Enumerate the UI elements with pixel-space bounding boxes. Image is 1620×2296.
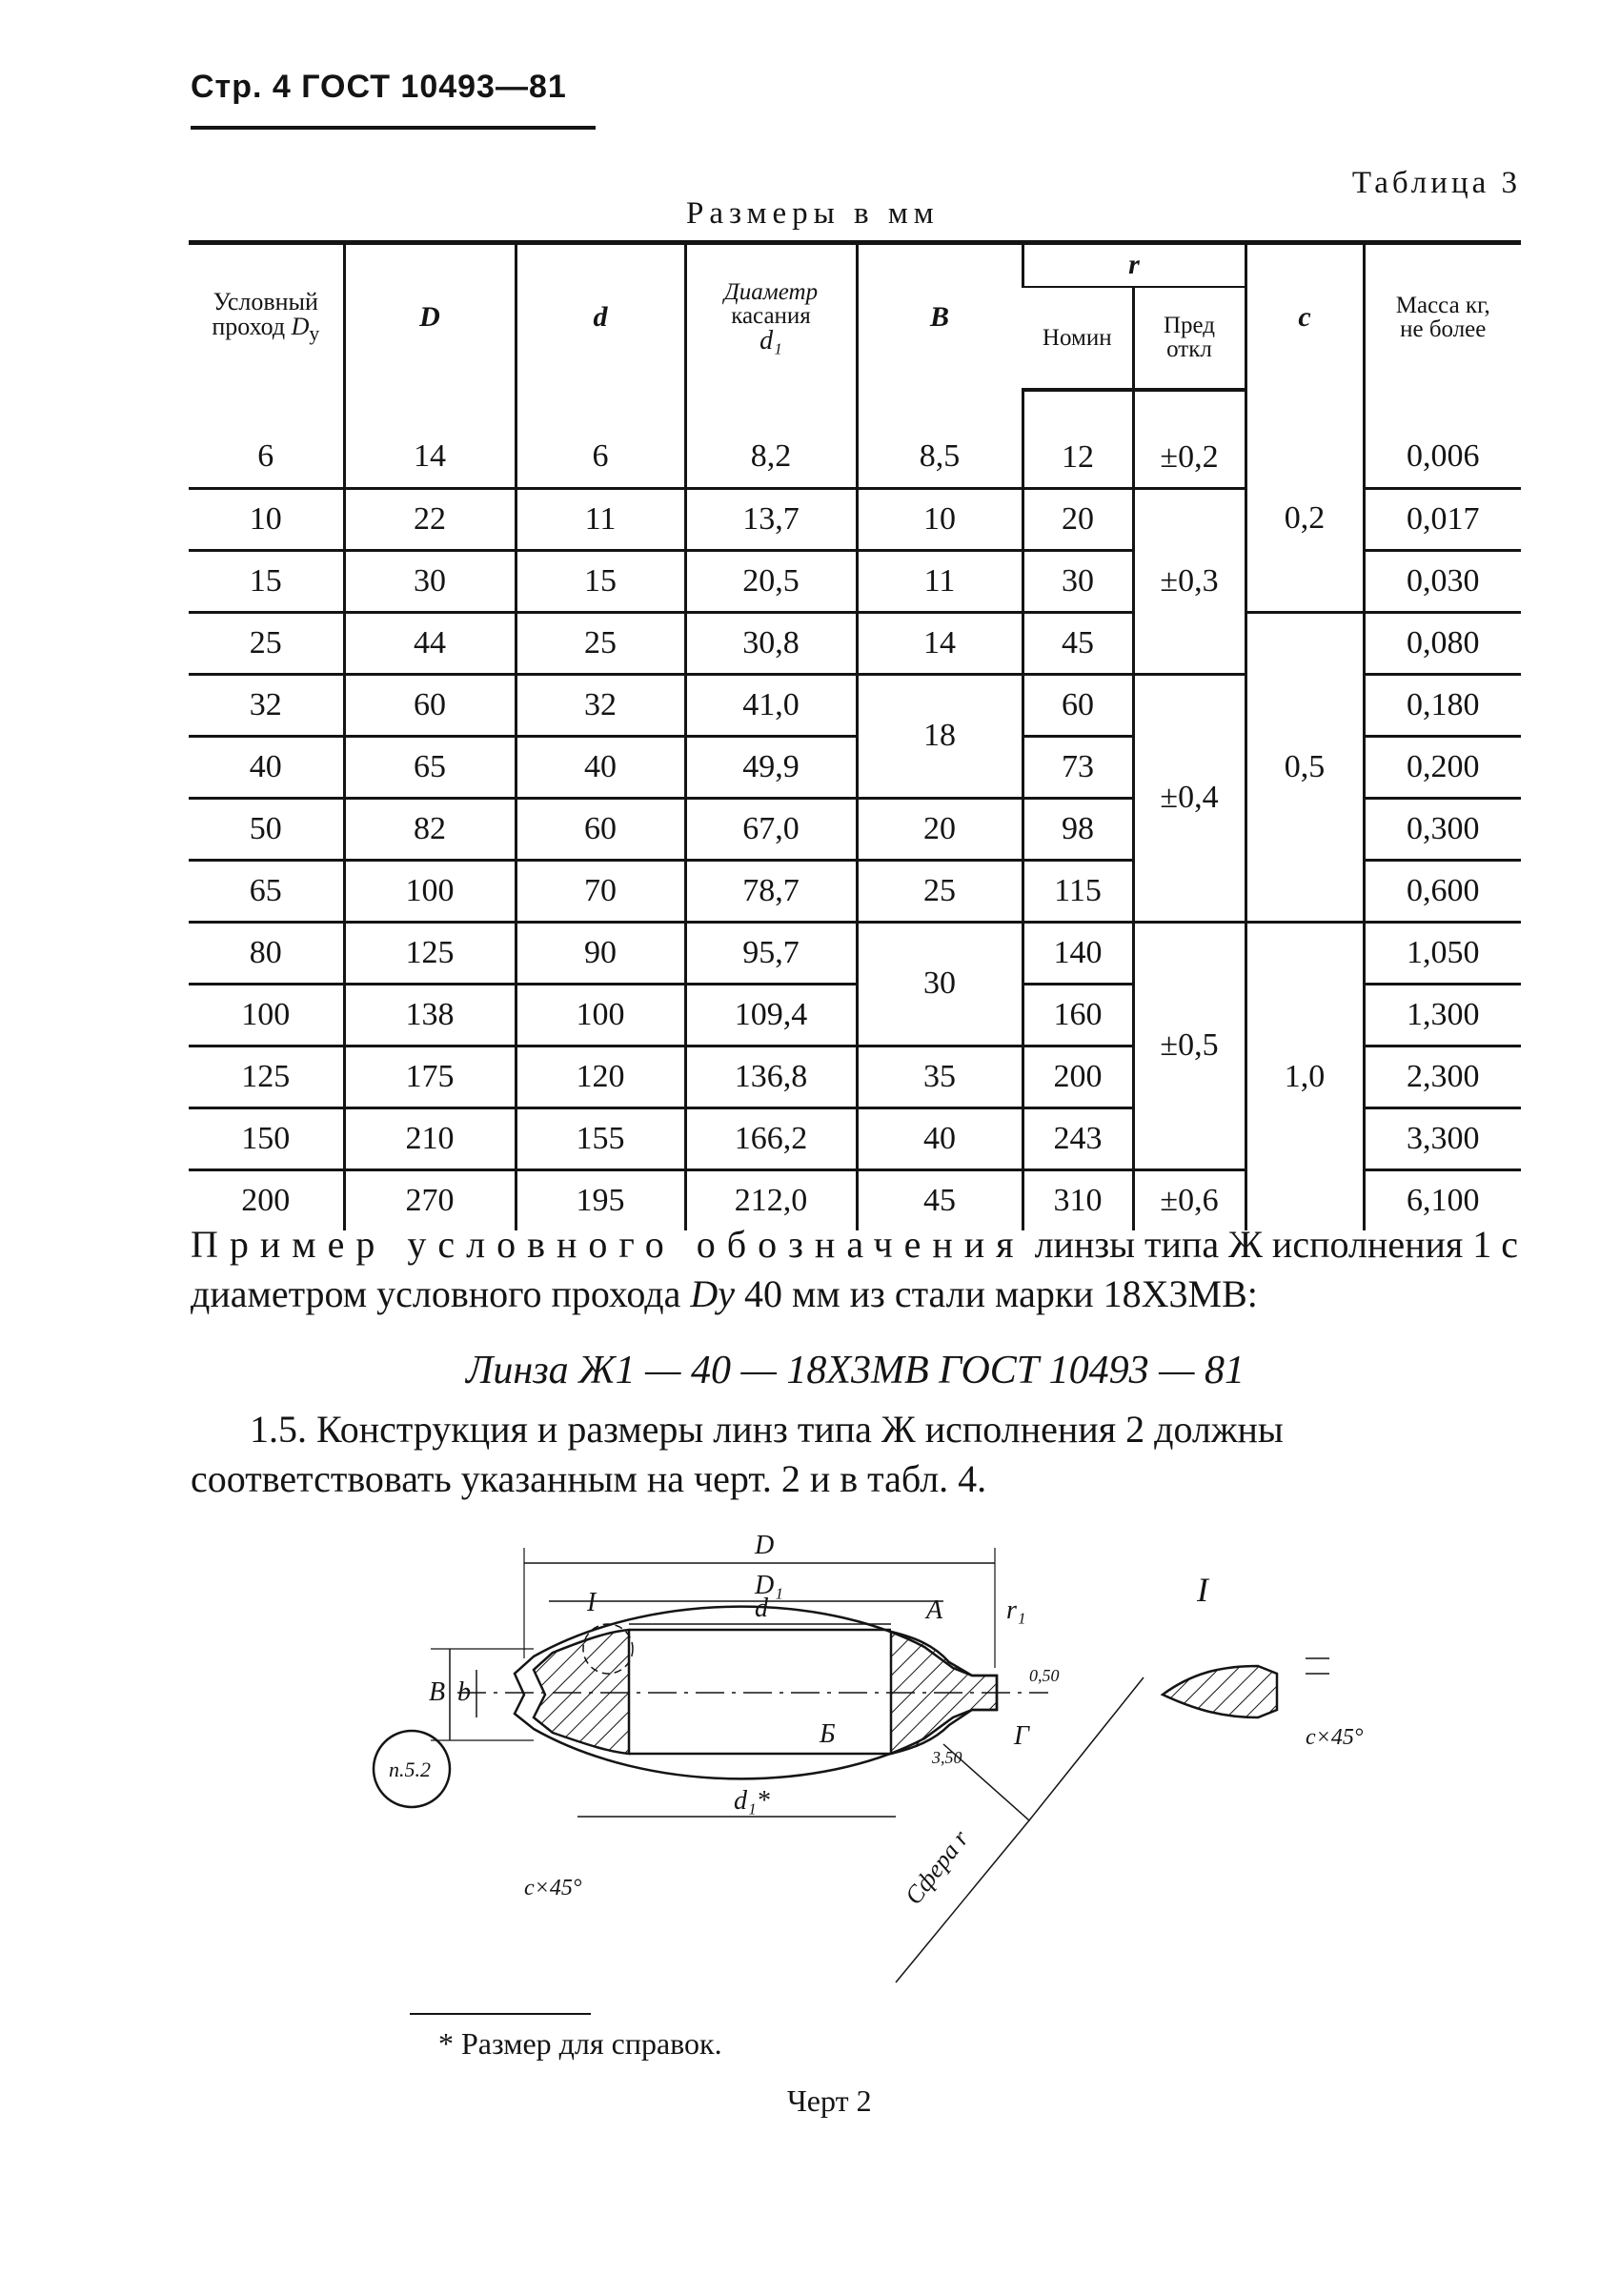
- example-lead: Пример условного обозначения: [191, 1223, 1025, 1266]
- label-ref-note: п.5.2: [389, 1758, 431, 1781]
- table-number: Таблица 3: [1351, 166, 1521, 200]
- table-row: 80 125 90 95,7 30 140 ±0,5 1,0 1,050: [189, 922, 1521, 984]
- header-r-nom: Номин: [1023, 287, 1133, 390]
- label-sphere: Сфера r: [899, 1824, 975, 1910]
- example-paragraph: [191, 1220, 1520, 1319]
- page-header: Стр. 4 ГОСТ 10493—81: [191, 69, 567, 105]
- label-B: B: [429, 1677, 446, 1707]
- deviation-cell: ±0,2: [1133, 390, 1245, 489]
- table-row: 50 82 60 67,0 20 98 0,300: [189, 798, 1521, 860]
- label-D: D: [755, 1531, 775, 1560]
- label-r1: r₁: [1006, 1595, 1026, 1625]
- label-detail-I: I: [1197, 1571, 1208, 1609]
- label-D1: D₁: [755, 1571, 783, 1600]
- footnote-rule: [410, 2013, 591, 2015]
- header-mass: Масса кг, не более: [1364, 243, 1521, 390]
- header-D: D: [344, 243, 516, 390]
- example-symbol: Dy: [690, 1272, 735, 1315]
- label-A: A: [926, 1595, 943, 1625]
- table-row: 100 138 100 109,4 160 1,300: [189, 984, 1521, 1046]
- figure-caption: Черт 2: [787, 2083, 872, 2118]
- lens-drawing: [362, 1506, 1544, 2001]
- example-text-1: линзы типа Ж исполнения 1 с диаметром условного прохода: [191, 1223, 1519, 1315]
- label-chamfer-detail: c×45°: [1306, 1725, 1364, 1750]
- label-G-cyr: Г: [1014, 1721, 1029, 1751]
- label-I-mark: I: [587, 1588, 597, 1617]
- table-row: 15 30 15 20,5 11 30 0,030: [189, 550, 1521, 612]
- table-row: 6 14 6 8,2 8,5 12 ±0,2 0,2 0,006: [189, 390, 1521, 489]
- footnote: * Размер для справок.: [438, 2026, 722, 2061]
- label-d: d: [755, 1594, 768, 1623]
- deviation-cell: ±0,3: [1133, 488, 1245, 674]
- table-row: 65 100 70 78,7 25 115 0,600: [189, 860, 1521, 922]
- example-designation: Линза Ж1 — 40 — 18Х3МВ ГОСТ 10493 — 81: [465, 1349, 1245, 1392]
- label-chamfer-main: c×45°: [524, 1876, 582, 1900]
- table-units: Размеры в мм: [686, 196, 940, 231]
- label-d1: d₁*: [734, 1786, 770, 1816]
- label-b: b: [457, 1677, 471, 1707]
- table-row: 150 210 155 166,2 40 243 3,300: [189, 1107, 1521, 1169]
- header-B: B: [857, 243, 1023, 390]
- table-row: 40 65 40 49,9 73 0,200: [189, 736, 1521, 798]
- example-text-2: 40 мм из стали марки 18Х3МВ:: [735, 1272, 1258, 1315]
- header-rule: [191, 126, 596, 130]
- deviation-cell: ±0,5: [1133, 922, 1245, 1169]
- detail-i-view: [1163, 1666, 1277, 1717]
- table-row: 200 270 195 212,0 45 310 ±0,6 6,100: [189, 1169, 1521, 1230]
- table-row: 32 60 32 41,0 18 60 ±0,4 0,180: [189, 674, 1521, 736]
- header-r: r: [1023, 243, 1245, 287]
- table-row: 125 175 120 136,8 35 200 2,300: [189, 1046, 1521, 1107]
- header-r-dev: Пред откл: [1133, 287, 1245, 390]
- table-row: 10 22 11 13,7 10 20 ±0,3 0,017: [189, 488, 1521, 550]
- label-rough1: 0,50: [1029, 1666, 1060, 1685]
- header-c: c: [1245, 243, 1364, 390]
- chamfer-cell: 1,0: [1245, 922, 1364, 1230]
- header-d1: Диаметр касания d₁: [685, 243, 857, 390]
- label-rough2: 3,50: [932, 1748, 962, 1767]
- dimensions-table: [189, 240, 1521, 1230]
- header-d: d: [516, 243, 685, 390]
- label-B-cyr: Б: [820, 1719, 836, 1749]
- clause-1-5: 1.5. Конструкция и размеры линз типа Ж исполнения 2 должны соответствовать указанным на черт. 2 и в табл. 4.: [191, 1408, 1284, 1500]
- deviation-cell: ±0,6: [1133, 1169, 1245, 1230]
- deviation-cell: ±0,4: [1133, 674, 1245, 922]
- chamfer-cell: 0,5: [1245, 612, 1364, 922]
- chamfer-cell: 0,2: [1245, 390, 1364, 613]
- header-dy: Условный проход $D_у$: [189, 243, 344, 390]
- table-row: 25 44 25 30,8 14 45 0,5 0,080: [189, 612, 1521, 674]
